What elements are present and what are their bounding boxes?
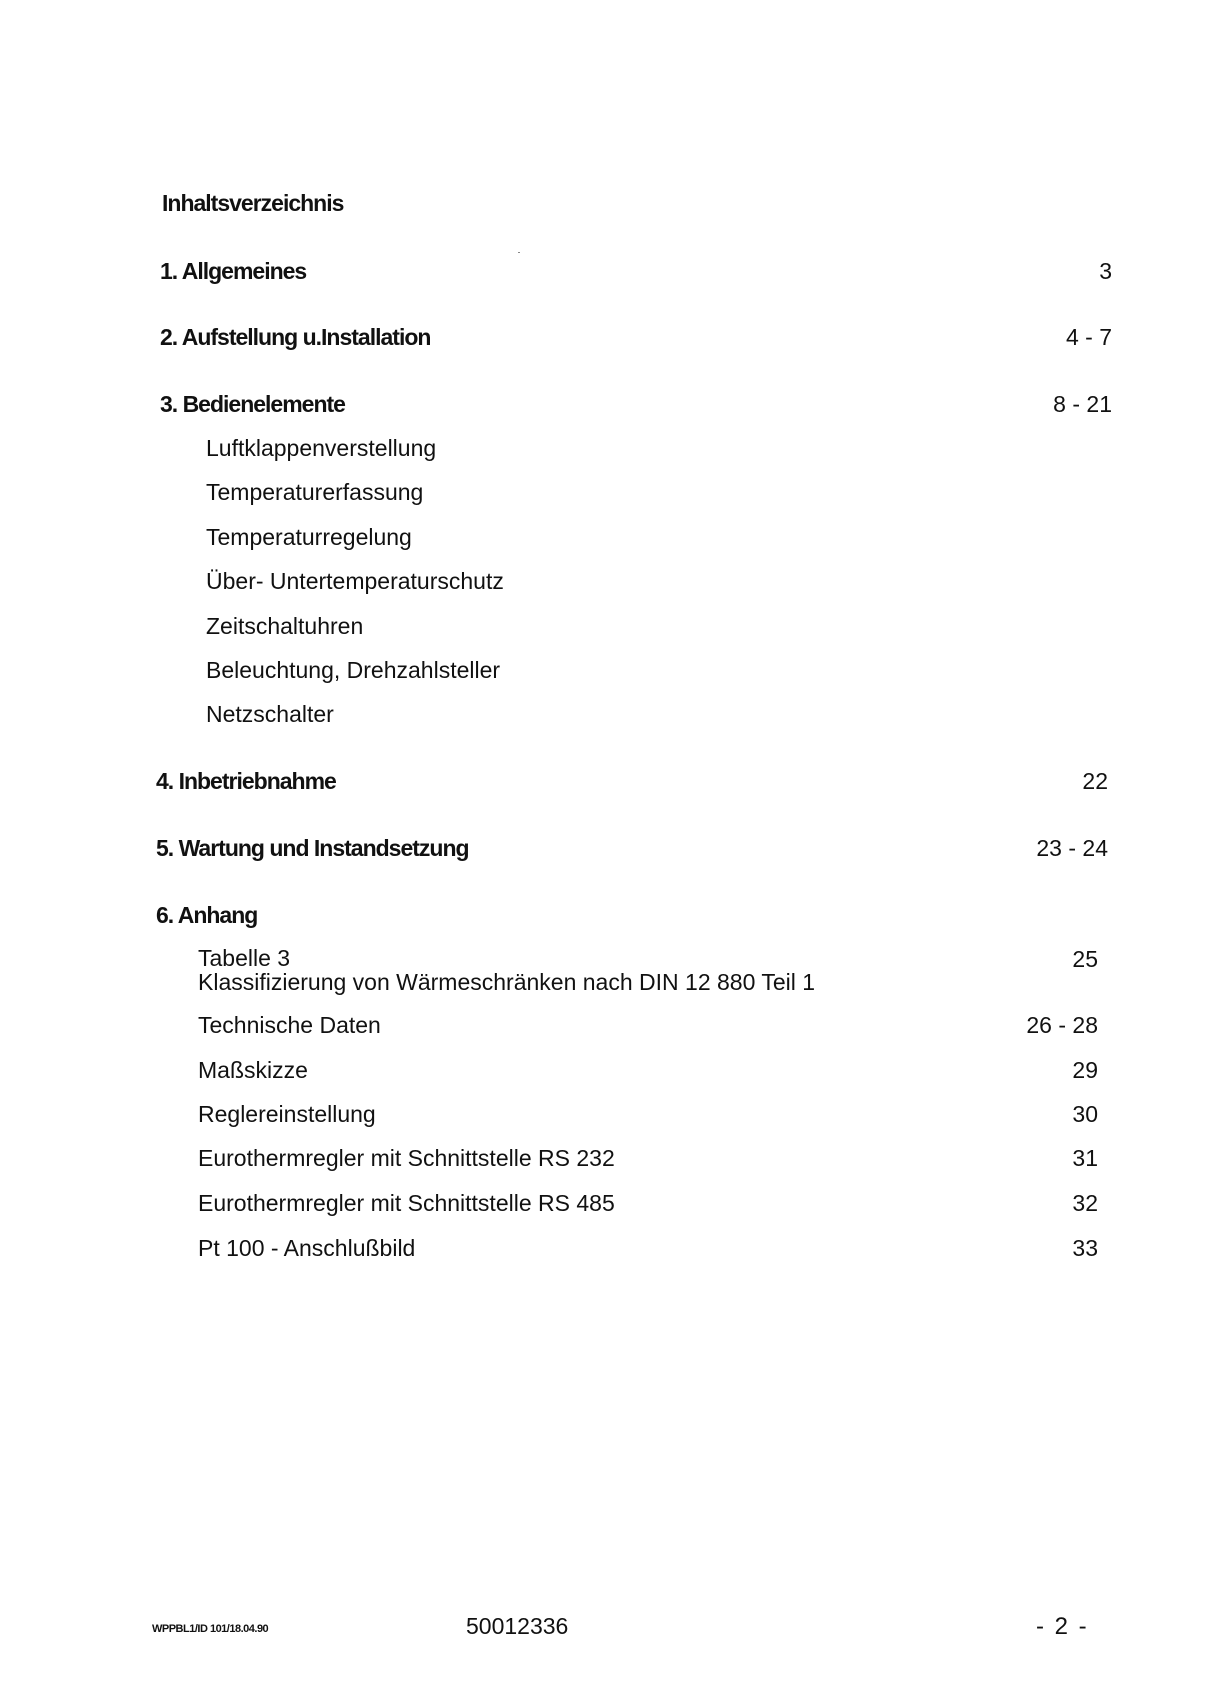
anhang-item-label: Eurothermregler mit Schnittstelle RS 232: [198, 1145, 615, 1171]
subitem-label: Netzschalter: [206, 701, 334, 727]
subitem-label: Temperaturerfassung: [206, 479, 424, 505]
toc-title: Inhaltsverzeichnis: [162, 190, 344, 216]
section-pages: 8 - 21: [1053, 391, 1112, 417]
toc-section-wartung: [156, 835, 1108, 867]
toc-subitem: [160, 613, 1112, 645]
section-label: 2. Aufstellung u.Installation: [160, 324, 431, 350]
footer-number: 50012336: [466, 1613, 569, 1639]
anhang-item-pages: 31: [1072, 1145, 1098, 1171]
toc-section-anhang: [156, 902, 1108, 934]
section-pages: 4 - 7: [1065, 324, 1112, 350]
anhang-item-label: Eurothermregler mit Schnittstelle RS 485: [198, 1190, 615, 1216]
section-pages: 23 - 24: [1036, 835, 1108, 861]
section-pages: 3: [1099, 258, 1112, 284]
toc-anhang-item: [156, 1190, 1108, 1222]
toc-anhang-item: [156, 1145, 1108, 1177]
toc-section-allgemeines: [160, 258, 1112, 290]
anhang-item-label: [198, 946, 815, 994]
anhang-item-label: Maßskizze: [198, 1057, 308, 1083]
toc-subitem: [160, 701, 1112, 733]
subitem-label: Temperaturregelung: [206, 524, 412, 550]
anhang-item-label: Pt 100 - Anschlußbild: [198, 1235, 416, 1261]
anhang-item-line1: Tabelle 3: [198, 945, 291, 971]
section-label: 5. Wartung und Instandsetzung: [156, 835, 469, 861]
section-label: 1. Allgemeines: [160, 258, 307, 284]
toc-anhang-item: [156, 1235, 1108, 1267]
anhang-item-label: Reglereinstellung: [198, 1101, 376, 1127]
toc-subitem: [160, 435, 1112, 467]
toc-subitem: [160, 479, 1112, 511]
subitem-label: Zeitschaltuhren: [206, 613, 364, 639]
toc-section-aufstellung: [160, 324, 1112, 356]
toc-subitem: [160, 657, 1112, 689]
toc-section-bedienelemente: [160, 391, 1112, 423]
toc-anhang-item: [156, 1012, 1108, 1044]
anhang-item-pages: 29: [1072, 1057, 1098, 1083]
footer-doc-code: WPPBL1/ID 101/18.04.90: [152, 1623, 269, 1635]
scan-speck: [518, 252, 520, 253]
anhang-item-label: Technische Daten: [198, 1012, 381, 1038]
toc-subitem: [160, 568, 1112, 600]
anhang-item-pages: 33: [1072, 1235, 1098, 1261]
anhang-item-pages: 32: [1072, 1190, 1098, 1216]
section-label: 3. Bedienelemente: [160, 391, 345, 417]
anhang-item-pages: 25: [1072, 946, 1098, 972]
toc-subitem: [160, 524, 1112, 556]
footer-page-number: - 2 -: [1036, 1613, 1089, 1640]
toc-anhang-item: [156, 946, 1108, 1002]
subitem-label: Über- Untertemperaturschutz: [206, 568, 504, 594]
toc-anhang-item: [156, 1101, 1108, 1133]
section-pages: 22: [1082, 768, 1108, 794]
toc-section-inbetriebnahme: [156, 768, 1108, 800]
subitem-label: Luftklappenverstellung: [206, 435, 437, 461]
section-label: 6. Anhang: [156, 902, 258, 928]
subitem-label: Beleuchtung, Drehzahlsteller: [206, 657, 501, 683]
anhang-item-pages: 26 - 28: [1026, 1012, 1098, 1038]
section-label: 4. Inbetriebnahme: [156, 768, 336, 794]
toc-anhang-item: [156, 1057, 1108, 1089]
anhang-item-line2: Klassifizierung von Wärmeschränken nach DIN 12 880 Teil 1: [198, 969, 816, 995]
anhang-item-pages: 30: [1072, 1101, 1098, 1127]
